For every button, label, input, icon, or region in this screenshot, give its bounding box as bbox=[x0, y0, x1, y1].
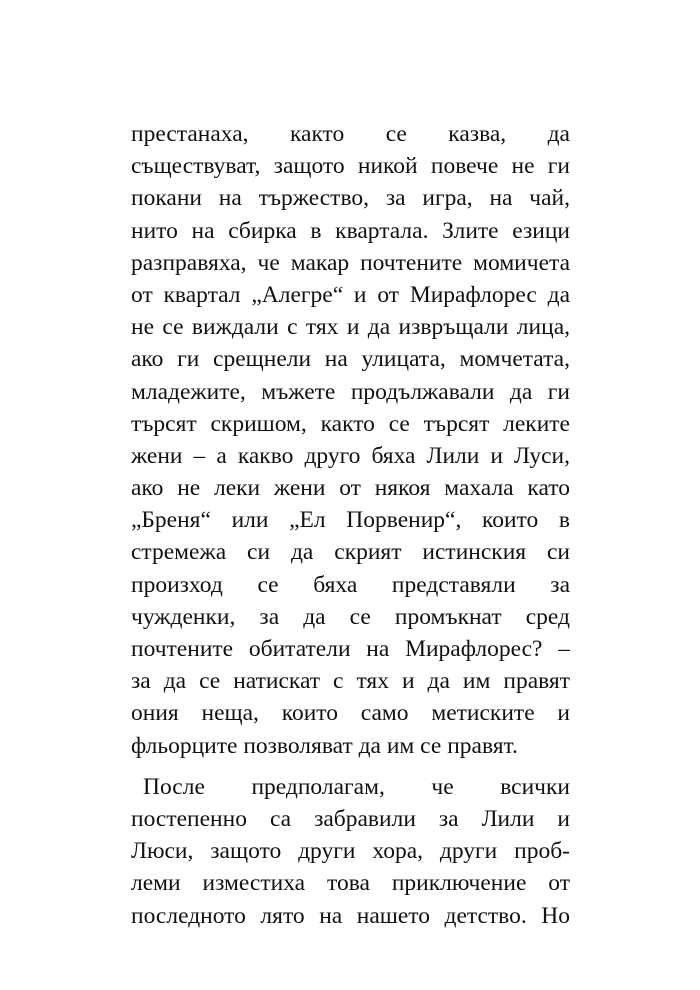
text-line: търсят скришом, както се търсят леките bbox=[131, 410, 570, 437]
body-text bbox=[131, 118, 570, 932]
paragraph-spacing bbox=[131, 762, 570, 771]
text-line: за да се натискат с тях и да им правят bbox=[131, 668, 570, 695]
text-line: нито на сбирка в квартала. Злите езици bbox=[131, 217, 570, 244]
text-line: чужденки, за да се промъкнат сред bbox=[131, 603, 570, 630]
text-line: постепенно са забравили за Лили и bbox=[131, 805, 570, 832]
text-line: После предполагам, че всички bbox=[143, 773, 570, 800]
paragraph-2 bbox=[131, 771, 570, 932]
paragraph-1 bbox=[131, 118, 570, 762]
text-line: последното лято на нашето детство. Но bbox=[131, 902, 570, 929]
text-line: съществуват, защото никой повече не ги bbox=[131, 153, 570, 180]
text-line: жени – а какво друго бяха Лили и Луси, bbox=[131, 442, 570, 469]
text-line: ония неща, които само метиските и bbox=[131, 700, 570, 727]
text-line: престанаха, както се казва, да bbox=[131, 121, 570, 147]
text-line: от квартал „Алегре“ и от Мирафлорес да bbox=[131, 281, 570, 308]
text-line: покани на тържество, за игра, на чай, bbox=[131, 185, 570, 212]
text-line: ако ги срещнели на улицата, момчетата, bbox=[131, 346, 570, 373]
text-line: ако не леки жени от някоя махала като bbox=[131, 475, 570, 502]
text-line: произход се бяха представяли за bbox=[131, 571, 570, 598]
text-line: почтените обитатели на Мирафлорес? – bbox=[131, 636, 570, 662]
text-line: „Бреня“ или „Ел Порвенир“, които в bbox=[131, 507, 570, 534]
text-line: не се виждали с тях и да извръщали лица, bbox=[131, 314, 570, 341]
text-line: леми изместиха това приключение от bbox=[131, 870, 570, 897]
text-line: младежите, мъжете продължавали да ги bbox=[131, 378, 570, 405]
text-line: Люси, защото други хора, други проб- bbox=[131, 838, 570, 865]
text-line: стремежа си да скрият истинския си bbox=[131, 539, 570, 566]
text-line: разправяха, че макар почтените момичета bbox=[131, 249, 570, 276]
text-line: фльорците позволяват да им се правят. bbox=[131, 732, 518, 759]
